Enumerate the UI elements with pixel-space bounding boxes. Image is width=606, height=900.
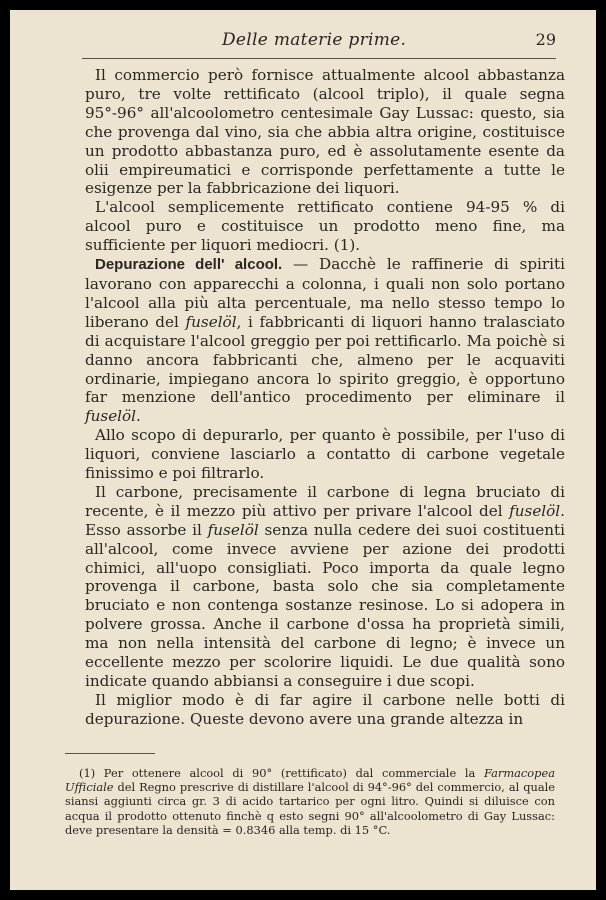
running-head: Delle materie prime.	[222, 30, 407, 50]
footnote	[65, 766, 555, 837]
paragraph-carbone	[85, 483, 565, 691]
paragraph-miglior-modo: Il miglior modo è di far agire il carbone nelle botti di depurazione. Queste devono avere una grande altezza in	[85, 690, 565, 728]
header-rule	[82, 58, 556, 59]
text-run: Il carbone, precisamente il carbone di legna bruciato di recente, è il mezzo più attivo per privare l'alcool del	[85, 482, 565, 520]
text-run: senza nulla cedere dei suoi costituenti all'alcool, come invece avviene per azione dei prodotti chimici, all'uopo consigliati. Poco importa da quale legno provenga il carbone, basta solo che sia completamente bruciato e non contenga sostanze resinose. Lo si adopera in polvere grossa. Anche il carbone d'ossa ha proprietà simili, ma non nella intensità del carbone di legno; è invece un eccellente mezzo per scolorire liquidi. Le due qualità sono indicate quando abbiansi a conseguire i due scopi.	[85, 520, 565, 690]
page-header	[10, 30, 596, 54]
term-fuselol: fuselöl	[185, 312, 237, 331]
footnote-text	[65, 766, 555, 837]
section-heading: Depurazione dell' alcool.	[95, 256, 283, 274]
paragraph-scopo: Allo scopo di depurarlo, per quanto è possibile, per l'uso di liquori, conviene lasciarlo a contatto di carbone vegetale finissimo e poi filtrarlo.	[85, 426, 565, 483]
text-run: del Regno prescrive di distillare l'alcool di 94°-96° del commercio, al quale siansi aggiunti circa gr. 3 di acido tartarico per ogni litro. Quindi si diluisce con acqua il prodotto ottenuto finchè q esto segni 90° all'alcoolometro di Gay Lussac: deve presentare la densità = 0.8346 alla temp. di 15 °C.	[65, 780, 555, 837]
text-run: . Esso assorbe il	[85, 501, 565, 539]
body-text	[85, 66, 565, 729]
paragraph-commercio: Il commercio però fornisce attualmente alcool abbastanza puro, tre volte rettificato (alcool triplo), il quale segna 95°-96° all'alcoolometro centesimale Gay Lussac: questo, sia che provenga dal vino, sia che abbia altra origine, costituisce un prodotto abbastanza puro, ed è assolutamente esente da olii empireumatici e corrisponde perfettamente a tutte le esigenze per la fabbricazione dei liquori.	[85, 66, 565, 198]
text-run: — Dacchè le raffinerie di spiriti lavorano con apparecchi a colonna, i quali non solo portano l'alcool alla più alta percentuale, ma nello stesso tempo lo liberano del	[85, 255, 565, 331]
term-fuselol: fuselöl	[509, 501, 561, 520]
page-number: 29	[535, 30, 556, 49]
term-fuselol: fuselöl	[207, 520, 259, 539]
text-run: (1) Per ottenere alcool di 90° (rettificato) dal commerciale la	[79, 766, 484, 780]
text-run: .	[136, 407, 141, 426]
text-run: , i fabbricanti di liquori hanno tralasciato di acquistare l'alcool greggio per poi rettificarlo. Ma poichè si danno ancora fabbricanti che, almeno per le acquaviti ordinarie, impiegano ancora lo spirito greggio, è opportuno far menzione dell'antico procedimento per eliminare il	[85, 312, 565, 407]
paragraph-depurazione	[85, 255, 565, 426]
book-page	[10, 10, 596, 890]
term-fuselol: fuselöl	[85, 407, 137, 426]
footnote-rule	[65, 753, 155, 754]
paragraph-alcool-rettificato: L'alcool semplicemente rettificato contiene 94-95 % di alcool puro e costituisce un prodotto meno fine, ma sufficiente per liquori mediocri. (1).	[85, 198, 565, 255]
farmacopea-title: Farmacopea Ufficiale	[65, 766, 555, 795]
